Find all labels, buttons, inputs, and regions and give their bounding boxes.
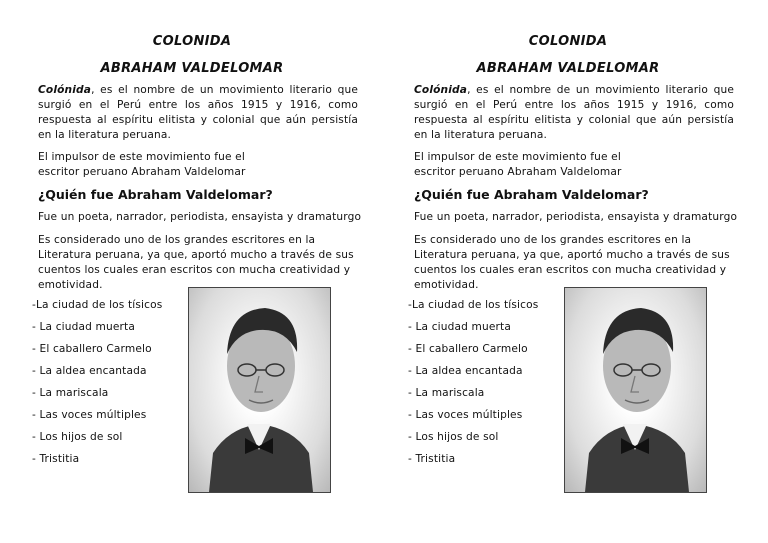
bio-long: Es considerado uno de los grandes escritores en la Literatura peruana, ya que, aportó mucho a través de sus cuentos los cuales eran escritos con mucha creatividad y emotividad.: [38, 234, 354, 291]
intro-paragraph: [38, 83, 358, 143]
work-item: - La mariscala: [32, 387, 109, 399]
portrait-photo: [564, 287, 707, 493]
intro-paragraph: [414, 83, 734, 143]
promoter-paragraph: El impulsor de este movimiento fue el escritor peruano Abraham Valdelomar: [414, 151, 622, 178]
work-item: - La ciudad muerta: [408, 321, 511, 333]
work-item: - Los hijos de sol: [32, 431, 123, 443]
work-item: - Tristitia: [408, 453, 456, 465]
work-item: - Las voces múltiples: [32, 409, 147, 421]
portrait-photo: [188, 287, 331, 493]
subtitle: ABRAHAM VALDELOMAR: [100, 61, 284, 76]
work-item: - La aldea encantada: [408, 365, 523, 377]
question-heading: ¿Quién fue Abraham Valdelomar?: [38, 187, 273, 202]
work-item: - La aldea encantada: [32, 365, 147, 377]
title: COLONIDA: [528, 34, 608, 49]
work-item: - El caballero Carmelo: [408, 343, 528, 355]
work-item: - El caballero Carmelo: [32, 343, 152, 355]
intro-term: Colónida: [38, 84, 92, 96]
promoter-paragraph: El impulsor de este movimiento fue el escritor peruano Abraham Valdelomar: [38, 151, 246, 178]
work-item: - La ciudad muerta: [32, 321, 135, 333]
work-item: -La ciudad de los tísicos: [408, 299, 539, 311]
bio-short: Fue un poeta, narrador, periodista, ensayista y dramaturgo: [414, 211, 738, 223]
portrait-illustration: [565, 288, 706, 492]
flyer-right: [376, 0, 752, 543]
question-heading: ¿Quién fue Abraham Valdelomar?: [414, 187, 649, 202]
flyer-left: [0, 0, 376, 543]
work-item: -La ciudad de los tísicos: [32, 299, 163, 311]
title: COLONIDA: [152, 34, 232, 49]
work-item: - Las voces múltiples: [408, 409, 523, 421]
bio-short: Fue un poeta, narrador, periodista, ensayista y dramaturgo: [38, 211, 362, 223]
subtitle: ABRAHAM VALDELOMAR: [476, 61, 660, 76]
intro-text: , es el nombre de un movimiento literario que surgió en el Perú entre los años 1915 y 1916, como respuesta al espíritu elitista y colonial que aún persistía en la literatura peruana.: [414, 84, 734, 141]
work-item: - Tristitia: [32, 453, 80, 465]
work-item: - La mariscala: [408, 387, 485, 399]
bio-long: Es considerado uno de los grandes escritores en la Literatura peruana, ya que, aportó mucho a través de sus cuentos los cuales eran escritos con mucha creatividad y emotividad.: [414, 234, 730, 291]
intro-text: , es el nombre de un movimiento literario que surgió en el Perú entre los años 1915 y 1916, como respuesta al espíritu elitista y colonial que aún persistía en la literatura peruana.: [38, 84, 358, 141]
works-list: [408, 297, 538, 473]
work-item: - Los hijos de sol: [408, 431, 499, 443]
works-list: [32, 297, 162, 473]
portrait-illustration: [189, 288, 330, 492]
intro-term: Colónida: [414, 84, 468, 96]
